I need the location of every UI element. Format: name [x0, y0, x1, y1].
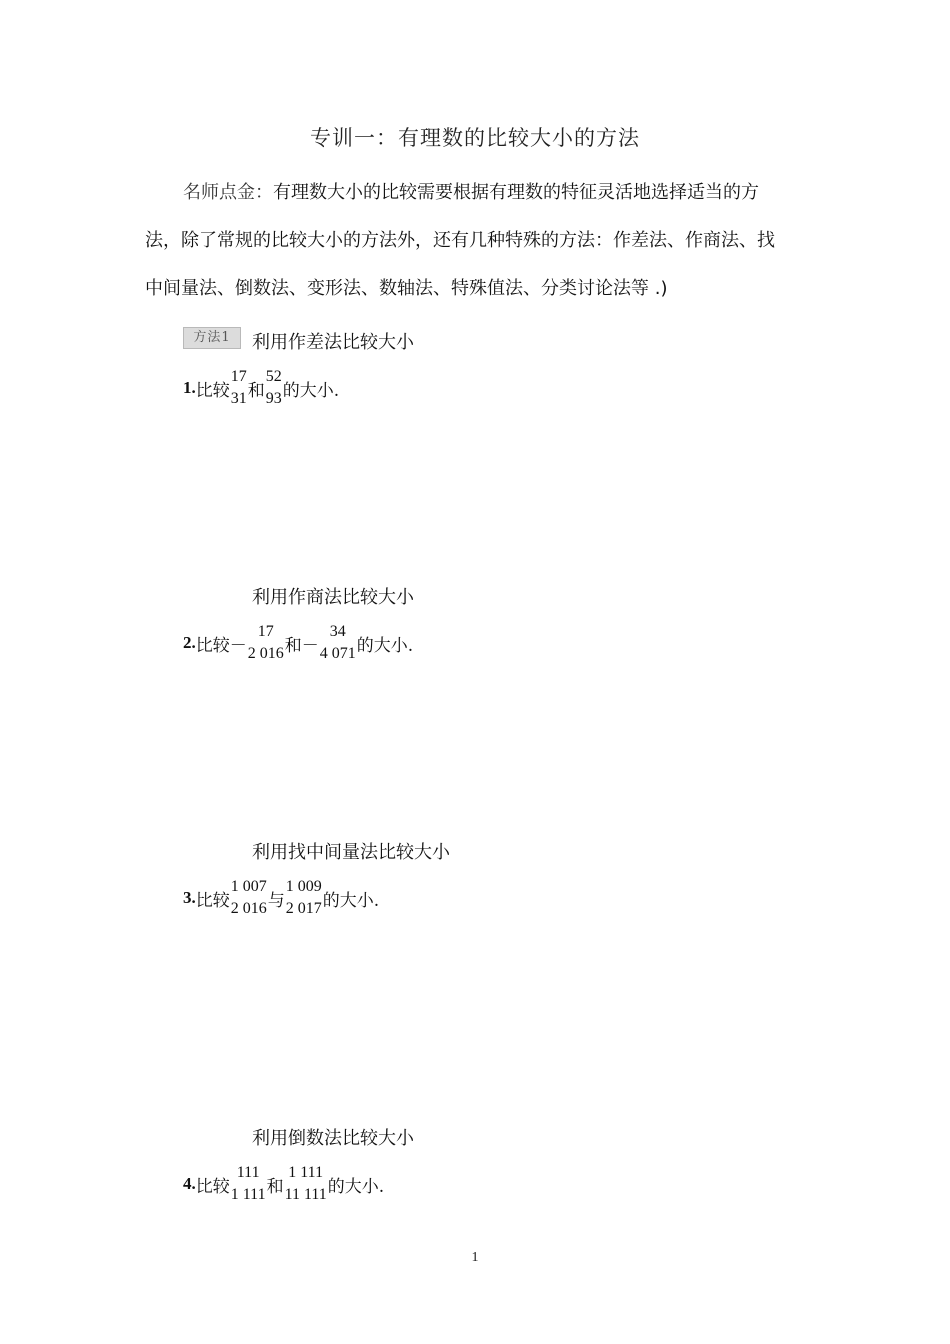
problem-text: 比较 [195, 380, 230, 401]
numerator: 17 [230, 368, 247, 385]
problem-text: 的大小. [282, 380, 340, 401]
intro-text-1: 有理数大小的比较需要根据有理数的特征灵活地选择适当的方 [273, 182, 759, 203]
fraction-b [266, 366, 282, 410]
problem-text: 的大小. [356, 635, 414, 656]
problem-text: 和 [284, 635, 302, 656]
denominator: 4 071 [319, 645, 356, 662]
numerator: 111 [236, 1164, 260, 1181]
problem-text: 与 [267, 890, 285, 911]
numerator: 1 009 [285, 878, 322, 895]
fraction-a [231, 876, 267, 920]
problem-number: 4. [183, 1174, 196, 1193]
denominator: 2 017 [285, 900, 322, 917]
intro-lead: 名师点金： [183, 182, 273, 203]
problem-2 [183, 621, 413, 665]
fraction-a [248, 621, 284, 665]
fraction-b [320, 621, 356, 665]
numerator: 52 [265, 368, 282, 385]
fraction-b [286, 876, 322, 920]
problem-text: 比较 [195, 1176, 230, 1197]
problem-text: 的大小. [322, 890, 380, 911]
numerator: 1 111 [288, 1164, 324, 1181]
denominator: 1 111 [230, 1186, 266, 1203]
numerator: 17 [257, 623, 274, 640]
denominator: 2 016 [247, 645, 284, 662]
sign: － [229, 635, 247, 656]
page-number: 1 [471, 1250, 479, 1265]
fraction-a [231, 366, 247, 410]
denominator: 11 111 [284, 1186, 327, 1203]
problem-text: 和 [247, 380, 265, 401]
denominator: 2 016 [230, 900, 267, 917]
section-heading-2: 利用作商法比较大小 [252, 587, 414, 608]
problem-number: 3. [183, 888, 196, 907]
intro-line-3: 中间量法、倒数法、变形法、数轴法、特殊值法、分类讨论法等 .) [145, 278, 668, 299]
problem-4 [183, 1162, 384, 1206]
denominator: 93 [265, 390, 282, 407]
problem-text: 比较 [195, 635, 230, 656]
problem-number: 2. [183, 633, 196, 652]
problem-1 [183, 366, 339, 410]
page-title: 专训一：有理数的比较大小的方法 [310, 126, 640, 150]
fraction-a [231, 1162, 266, 1206]
section-heading-3: 利用找中间量法比较大小 [252, 842, 450, 863]
problem-text: 和 [266, 1176, 284, 1197]
problem-3 [183, 876, 379, 920]
numerator: 34 [329, 623, 346, 640]
intro-line-2: 法，除了常规的比较大小的方法外，还有几种特殊的方法：作差法、作商法、找 [145, 230, 775, 251]
numerator: 1 007 [230, 878, 267, 895]
denominator: 31 [230, 390, 247, 407]
fraction-b [285, 1162, 327, 1206]
problem-text: 比较 [195, 890, 230, 911]
sign: － [301, 635, 319, 656]
section-heading-1: 利用作差法比较大小 [252, 332, 414, 353]
section-heading-4: 利用倒数法比较大小 [252, 1128, 414, 1149]
problem-text: 的大小. [327, 1176, 385, 1197]
method-badge: 方法1 [183, 327, 241, 349]
problem-number: 1. [183, 378, 196, 397]
intro-line-1 [183, 178, 759, 204]
